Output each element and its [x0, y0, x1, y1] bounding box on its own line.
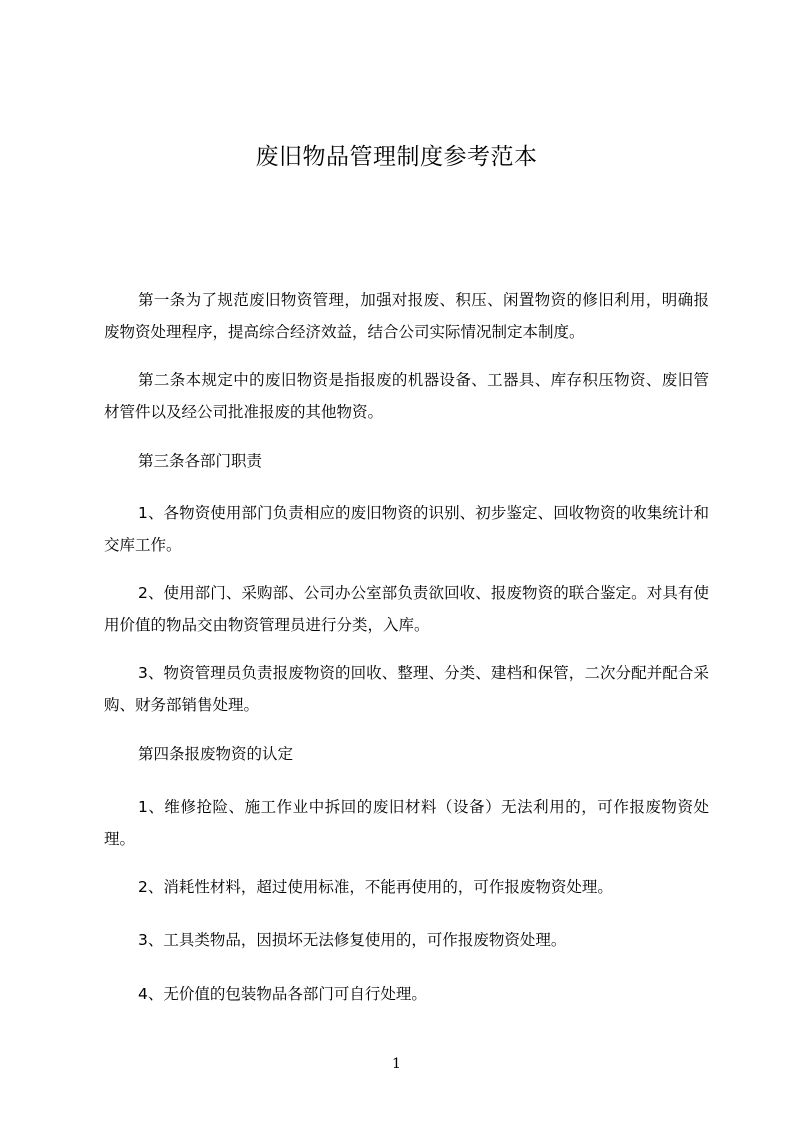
paragraph-article-4-item-3: 3、工具类物品，因损坏无法修复使用的，可作报废物资处理。 — [138, 931, 567, 949]
page-number: 1 — [392, 1056, 401, 1072]
paragraph-article-3-item-2: 2、使用部门、采购部、公司办公室部负责欲回收、报废物资的联合鉴定。对具有使用价值的物品交由物资管理员进行分类，入库。 — [104, 584, 709, 634]
paragraph-article-3-item-1: 1、各物资使用部门负责相应的废旧物资的识别、初步鉴定、回收物资的收集统计和交库工作。 — [104, 504, 709, 554]
document-title: 废旧物品管理制度参考范本 — [255, 144, 538, 170]
paragraph-article-4-item-4: 4、无价值的包装物品各部门可自行处理。 — [138, 985, 427, 1003]
heading-article-3: 第三条各部门职责 — [138, 452, 263, 470]
heading-article-4: 第四条报废物资的认定 — [138, 745, 294, 763]
paragraph-article-4-item-2: 2、消耗性材料，超过使用标准，不能再使用的，可作报废物资处理。 — [138, 878, 613, 896]
paragraph-article-2: 第二条本规定中的废旧物资是指报废的机器设备、工器具、库存积压物资、废旧管材管件以及经公司批准报废的其他物资。 — [104, 371, 709, 421]
paragraph-article-3-item-3: 3、物资管理员负责报废物资的回收、整理、分类、建档和保管，二次分配并配合采购、财务部销售处理。 — [104, 664, 709, 714]
paragraph-article-1: 第一条为了规范废旧物资管理，加强对报废、积压、闲置物资的修旧利用，明确报废物资处理程序，提高综合经济效益，结合公司实际情况制定本制度。 — [104, 291, 709, 341]
paragraph-article-4-item-1: 1、维修抢险、施工作业中拆回的废旧材料（设备）无法利用的，可作报废物资处理。 — [104, 798, 709, 848]
